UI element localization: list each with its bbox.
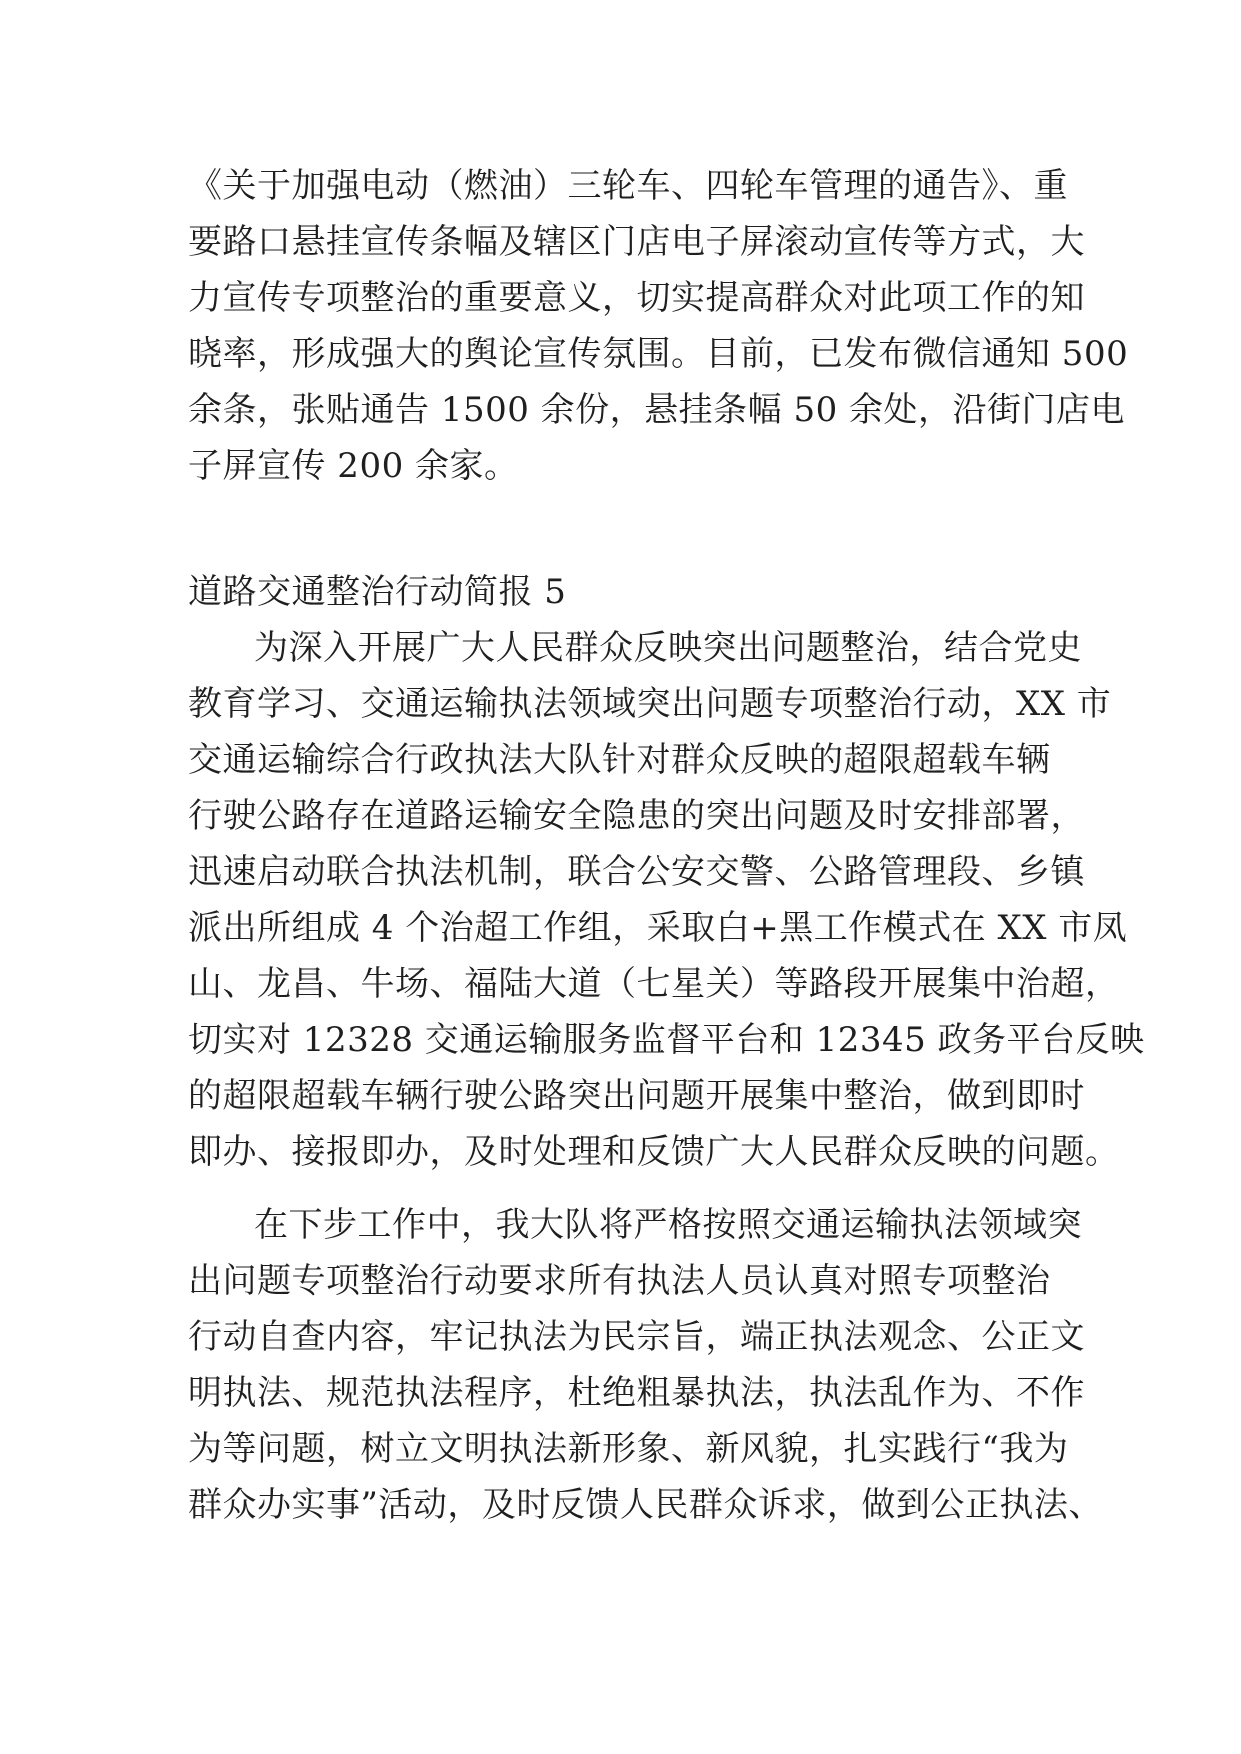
paragraph-1-line-2: 要路口悬挂宣传条幅及辖区门店电子屏滚动宣传等方式，大 (188, 222, 1085, 262)
paragraph-2-line-2: 教育学习、交通运输执法领域突出问题专项整治行动，XX 市 (188, 684, 1112, 724)
paragraph-3-line-3: 行动自查内容，牢记执法为民宗旨，端正执法观念、公正文 (188, 1317, 1085, 1357)
paragraph-1-line-6: 子屏宣传 200 余家。 (188, 446, 519, 486)
paragraph-3-line-2: 出问题专项整治行动要求所有执法人员认真对照专项整治 (188, 1261, 1051, 1301)
paragraph-3-line-6: 群众办实事”活动，及时反馈人民群众诉求，做到公正执法、 (188, 1485, 1103, 1525)
paragraph-1-line-3: 力宣传专项整治的重要意义，切实提高群众对此项工作的知 (188, 278, 1085, 318)
paragraph-2-line-6: 派出所组成 4 个治超工作组，采取白+黑工作模式在 XX 市凤 (188, 908, 1128, 948)
paragraph-2-line-10: 即办、接报即办，及时处理和反馈广大人民群众反映的问题。 (188, 1132, 1120, 1172)
paragraph-2-line-9: 的超限超载车辆行驶公路突出问题开展集中整治，做到即时 (188, 1076, 1085, 1116)
paragraph-2-line-1: 为深入开展广大人民群众反映突出问题整治，结合党史 (254, 628, 1082, 668)
section-title: 道路交通整治行动简报 5 (188, 572, 567, 612)
paragraph-2-line-5: 迅速启动联合执法机制，联合公安交警、公路管理段、乡镇 (188, 852, 1085, 892)
paragraph-2-line-4: 行驶公路存在道路运输安全隐患的突出问题及时安排部署， (188, 796, 1085, 836)
paragraph-2-line-8: 切实对 12328 交通运输服务监督平台和 12345 政务平台反映 (188, 1020, 1145, 1060)
paragraph-3-line-1: 在下步工作中，我大队将严格按照交通运输执法领域突 (254, 1205, 1082, 1245)
paragraph-1-line-4: 晓率，形成强大的舆论宣传氛围。目前，已发布微信通知 500 (188, 334, 1129, 374)
paragraph-2-line-7: 山、龙昌、牛场、福陆大道（七星关）等路段开展集中治超， (188, 964, 1120, 1004)
paragraph-3-line-5: 为等问题，树立文明执法新形象、新风貌，扎实践行“我为 (188, 1429, 1069, 1469)
paragraph-3-line-4: 明执法、规范执法程序，杜绝粗暴执法，执法乱作为、不作 (188, 1373, 1085, 1413)
paragraph-1-line-5: 余条，张贴通告 1500 余份，悬挂条幅 50 余处，沿街门店电 (188, 390, 1126, 430)
paragraph-1-line-1: 《关于加强电动（燃油）三轮车、四轮车管理的通告》、重 (188, 166, 1068, 206)
paragraph-2-line-3: 交通运输综合行政执法大队针对群众反映的超限超载车辆 (188, 740, 1051, 780)
